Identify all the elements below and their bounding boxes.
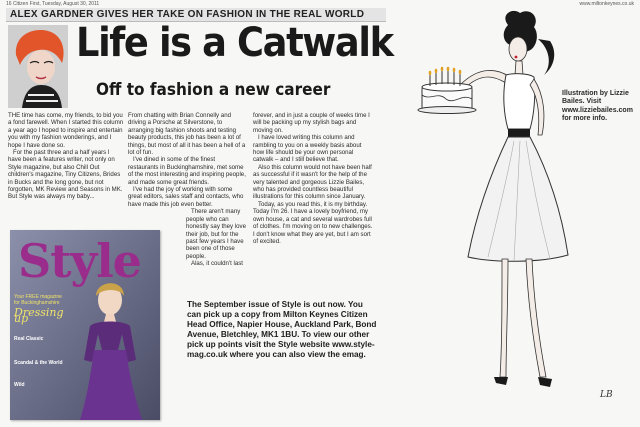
style-magazine-cover <box>10 230 160 420</box>
cover-line: Real Classic <box>14 336 44 342</box>
cover-coverlines <box>14 294 66 388</box>
fashion-illustration <box>390 5 633 405</box>
paragraph: Today, as you read this, it is my birthday. Today I'm 26. I have a lovely boyfriend, my own house, a cat and several wardrobes full of clothes. I'm moving on to new challenges. I don't know what they are yet, but I am sort of excited. <box>253 200 373 245</box>
paragraph: From chatting with Brian Connelly and driving a Porsche at Silverstone, to arranging big fashion shoots and testing beauty products, this job has been a lot of things, but most of all it has been a hell of a lot of fun. <box>128 112 246 157</box>
paragraph: For the past three and a half years I have been a features writer, not only on Style magazine, but also Chill Out children's magazine, Tiny Citizens, Brides in Bucks and the long gone, but not forgotten, MK Review and Seasons in MK. But Style was always my baby... <box>8 149 123 201</box>
paragraph: I've dined in some of the finest restaurants in Buckinghamshire, met some of the most interesting and inspiring people, and made some great friends. <box>128 156 246 186</box>
paragraph: Also this column would not have been half as successful if it wasn't for the help of the very talented and gorgeous Lizzie Bailes, who has provided countless beautiful illustrations for this column since January. <box>253 163 372 201</box>
author-photo-image <box>8 25 68 108</box>
cover-line: Wild <box>14 382 25 388</box>
folio-left: 16 Citizen First, Tuesday, August 30, 2011 <box>6 1 100 7</box>
paragraph: Alas, it couldn't last <box>191 260 243 268</box>
paragraph: I've had the joy of working with some great editors, sales staff and contacts, who have made this job even better. <box>128 186 244 208</box>
article-column-3 <box>253 112 373 245</box>
headline-subtitle: Off to fashion a new career <box>96 80 331 100</box>
cover-caption: The September issue of Style is out now. You can pick up a copy from Milton Keynes Citizen Head Office, Napier House, Auckland Park, Bond Avenue, Bletchley, MK1 1BU. To view our other pick up points visit the Style website www.style-mag.co.uk where you can also view the emag. <box>187 300 377 359</box>
cover-line: Scandal & the World <box>14 360 63 366</box>
folio-right: www.miltonkeynes.co.uk <box>579 1 634 7</box>
author-headshot <box>8 25 68 108</box>
paragraph: forever, and in just a couple of weeks time I will be packing up my stylish bags and moving on. <box>253 112 370 134</box>
article-column-1 <box>8 112 124 201</box>
cover-tagline: Your FREE magazine for Buckinghamshire <box>14 294 62 306</box>
cover-feature: Dressing up <box>14 306 64 325</box>
cover-logo: Style <box>18 234 141 288</box>
column-kicker: ALEX GARDNER GIVES HER TAKE ON FASHION IN THE REAL WORLD <box>10 9 365 20</box>
illustration-credit: Illustration by Lizzie Bailes. Visit www.lizziebailes.com for more info. <box>562 90 633 123</box>
paragraph: There aren't many people who can honestly say they love their job, but for the past few years I have been one of those people. <box>186 208 246 260</box>
illustrator-signature: LB <box>600 390 613 400</box>
paragraph: I have loved writing this column and rambling to you on a weekly basis about how life should be your own personal catwalk – and I still believe that. <box>253 134 362 164</box>
paragraph: THE time has come, my friends, to bid you a fond farewell. When I started this column a year ago I hoped to inspire and entertain you with my fashion wonderings, and I hope I have done so. <box>8 112 124 149</box>
headline-title: Life is a Catwalk <box>76 20 393 66</box>
